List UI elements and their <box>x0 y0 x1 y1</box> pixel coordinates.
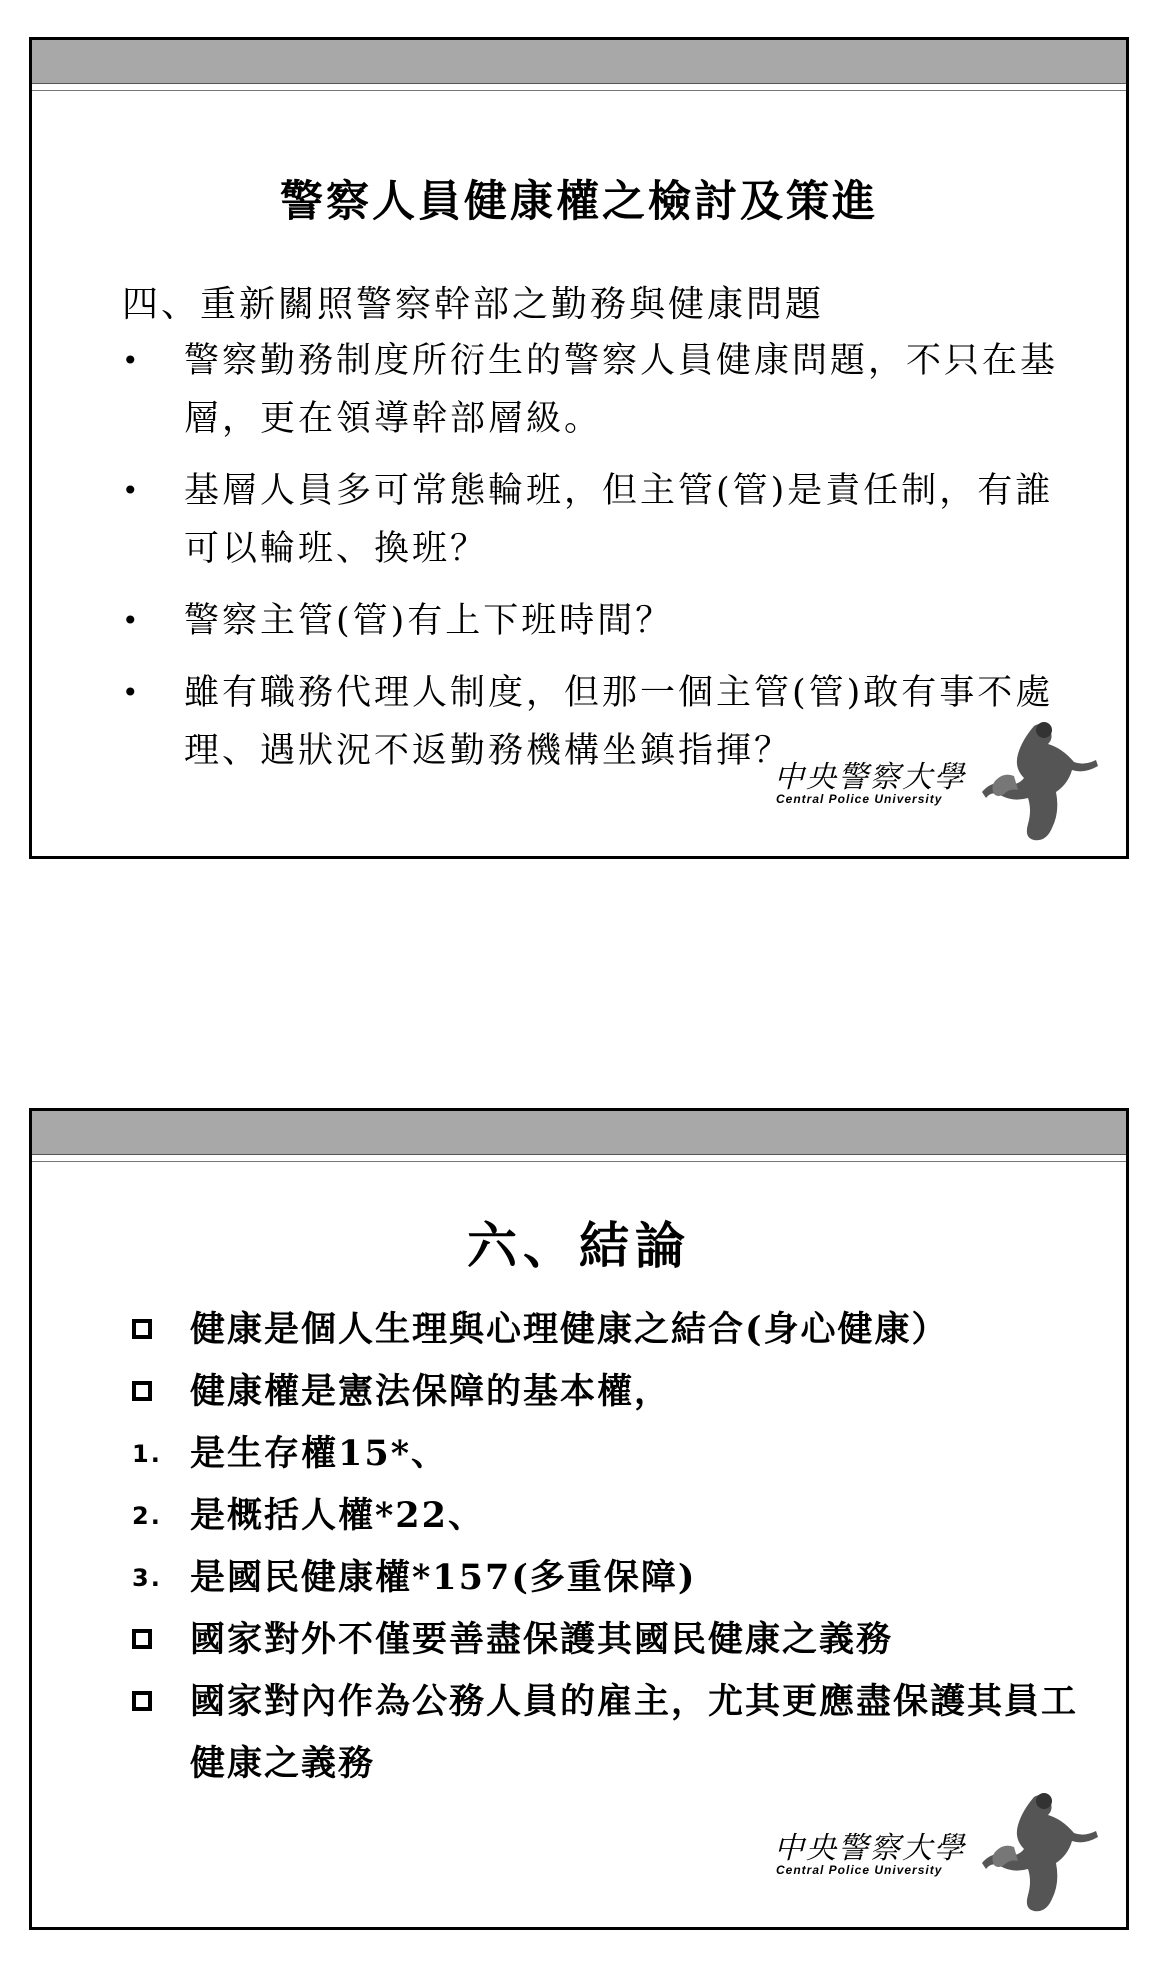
logo-english-name: Central Police University <box>776 792 943 806</box>
item-text: 國家對內作為公務人員的雇主，尤其更應盡保護其員工健康之義務 <box>190 1681 1079 1784</box>
list-item <box>132 1361 1092 1423</box>
list-item <box>132 1609 1092 1671</box>
list-item <box>132 1299 1092 1361</box>
bullet-icon: • <box>122 344 142 377</box>
slide-title: 六、結論 <box>467 1216 691 1275</box>
bullet-text: 雖有職務代理人制度，但那一個主管(管)敢有事不處理、遇狀況不返勤務機構坐鎮指揮？ <box>184 673 1054 771</box>
item-text: 是國民健康權*157(多重保障) <box>190 1557 697 1598</box>
slide-conclusion <box>29 1108 1129 1930</box>
bullet-icon: • <box>122 676 142 709</box>
list-item <box>122 592 1082 650</box>
list-item <box>132 1423 1092 1485</box>
checkbox-bullet-icon <box>132 1629 152 1649</box>
item-text: 是生存權15*、 <box>190 1433 449 1474</box>
item-number: 1. <box>132 1440 162 1468</box>
statue-icon <box>974 1787 1104 1917</box>
checkbox-bullet-icon <box>132 1381 152 1401</box>
header-divider <box>32 90 1126 91</box>
conclusion-list <box>132 1299 1092 1795</box>
logo-chinese-name: 中央警察大學 <box>774 760 966 795</box>
item-number: 3. <box>132 1564 162 1592</box>
checkbox-bullet-icon <box>132 1691 152 1711</box>
slide-header-bar <box>32 1111 1126 1155</box>
bullet-text: 警察主管(管)有上下班時間？ <box>184 601 674 641</box>
list-item <box>122 462 1082 578</box>
bullet-icon: • <box>122 604 142 637</box>
logo-chinese-name: 中央警察大學 <box>774 1831 966 1866</box>
university-logo <box>774 1787 1104 1917</box>
statue-icon <box>974 716 1104 846</box>
slide-title: 警察人員健康權之檢討及策進 <box>280 177 878 227</box>
list-item <box>122 332 1082 448</box>
item-number: 2. <box>132 1502 162 1530</box>
list-item <box>132 1671 1092 1795</box>
logo-english-name: Central Police University <box>776 1863 943 1877</box>
bullet-icon: • <box>122 474 142 507</box>
university-logo <box>774 716 1104 846</box>
item-text: 健康權是憲法保障的基本權， <box>190 1371 672 1412</box>
item-text: 健康是個人生理與心理健康之結合(身心健康） <box>190 1309 949 1350</box>
list-item <box>132 1547 1092 1609</box>
slide-police-health-review <box>29 37 1129 859</box>
item-text: 是概括人權*22、 <box>190 1495 486 1536</box>
item-text: 國家對外不僅要善盡保護其國民健康之義務 <box>190 1619 894 1660</box>
slide-header-bar <box>32 40 1126 84</box>
header-divider <box>32 1161 1126 1162</box>
bullet-text: 警察勤務制度所衍生的警察人員健康問題，不只在基層，更在領導幹部層級。 <box>184 341 1059 439</box>
section-heading: 四、重新關照警察幹部之勤務與健康問題 <box>122 284 825 325</box>
checkbox-bullet-icon <box>132 1319 152 1339</box>
list-item <box>132 1485 1092 1547</box>
bullet-text: 基層人員多可常態輪班，但主管(管)是責任制，有誰可以輪班、換班？ <box>184 471 1054 569</box>
